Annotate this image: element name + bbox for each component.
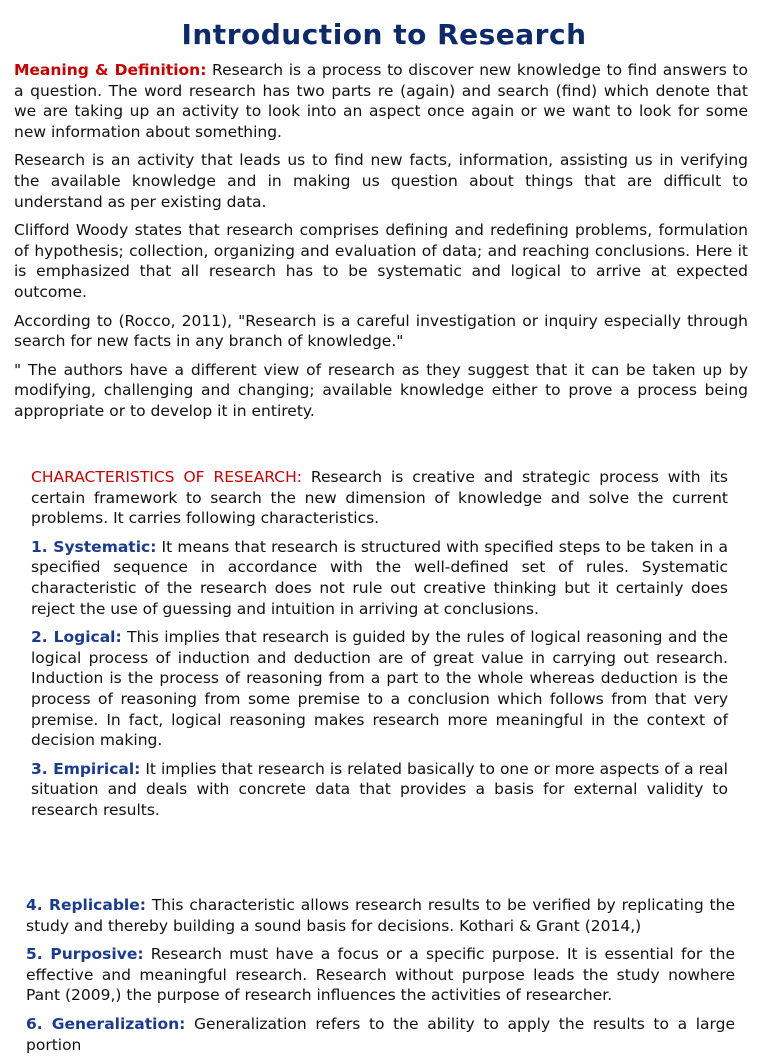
item-label: 6. Generalization:: [26, 1014, 186, 1033]
item-text: This implies that research is guided by the rules of logical reasoning and the logical process of induction and deduction are of great value in carrying out research. Induction is the process of reasoning from a part to the whole whereas deduction is the process of reasoning from some premise to a conclusion which follows from that very premise. In fact, logical reasoning makes research more meaningful in the context of decision making.: [31, 628, 728, 750]
intro-paragraph-4: According to (Rocco, 2011), "Research is a careful investigation or inquiry especially through search for new facts in any branch of knowledge.": [14, 311, 748, 351]
list-item: [31, 759, 728, 821]
meaning-text: Research is a process to discover new knowledge to find answers to a question. The word research has two parts re (again) and search (find) which denote that we are taking up an activity to look into an aspect once again or we want to look for some new information about something.: [14, 61, 748, 141]
item-text: Research must have a focus or a specific purpose. It is essential for the effective and meaningful research. Research without purpose leads the study nowhere Pant (2009,) the purpose of research influences the activities of researcher.: [26, 945, 735, 1005]
item-text: It means that research is structured with specified steps to be taken in a specified sequence in accordance with the well-defined set of rules. Systematic characteristic of the research does not rule out creative thinking but it certainly does reject the use of guessing and intuition in arriving at conclusions.: [31, 537, 728, 618]
list-item: [31, 627, 728, 751]
intro-paragraph-5: " The authors have a different view of research as they suggest that it can be taken up by modifying, challenging and changing; available knowledge either to prove a process being appropriate or to develop it in entirety.: [14, 360, 748, 420]
intro-section: [14, 60, 748, 430]
list-item: [31, 537, 728, 619]
meaning-paragraph: [14, 60, 748, 142]
characteristics-text: Research is creative and strategic process with its certain framework to search the new dimension of knowledge and solve the current problems. It carries following characteristics.: [31, 468, 728, 528]
item-label: 5. Purposive:: [26, 945, 144, 964]
characteristics-continued-section: [26, 895, 735, 1063]
characteristics-paragraph: [31, 467, 728, 529]
item-label: 2. Logical:: [31, 628, 122, 647]
item-text: Generalization refers to the ability to apply the results to a large portion: [26, 1014, 735, 1054]
meaning-label: Meaning & Definition:: [14, 61, 207, 79]
intro-paragraph-2: Research is an activity that leads us to find new facts, information, assisting us in verifying the available knowledge and in making us question about things that are difficult to understand as per existing data.: [14, 151, 748, 211]
item-text: This characteristic allows research results to be verified by replicating the study and thereby building a sound basis for decisions. Kothari & Grant (2014,): [26, 896, 735, 935]
characteristics-label: CHARACTERISTICS OF RESEARCH:: [31, 468, 302, 486]
item-label: 1. Systematic:: [31, 537, 157, 556]
list-item: [26, 895, 735, 936]
intro-paragraph-3: Clifford Woody states that research comprises defining and redefining problems, formulation of hypothesis; collection, organizing and evaluation of data; and reaching conclusions. Here it is emphasized that all research has to be systematic and logical to arrive at expected outcome.: [14, 221, 748, 301]
item-label: 4. Replicable:: [26, 896, 146, 914]
list-item: [26, 1014, 735, 1055]
characteristics-section: [31, 467, 728, 829]
item-label: 3. Empirical:: [31, 759, 141, 778]
list-item: [26, 944, 735, 1006]
page-title: Introduction to Research: [181, 18, 587, 51]
item-text: It implies that research is related basically to one or more aspects of a real situation and deals with concrete data that provides a basis for external validity to research results.: [31, 759, 728, 819]
